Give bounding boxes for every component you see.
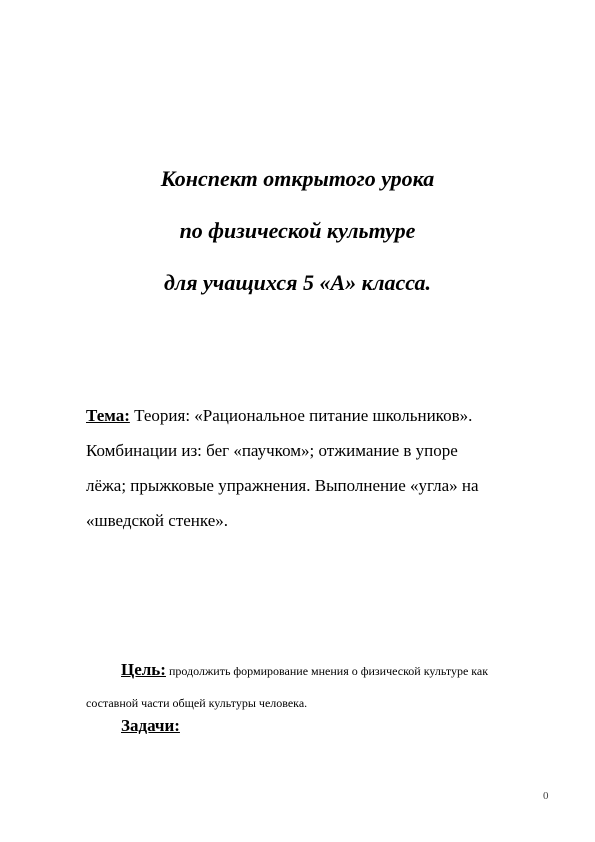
title-line-3: для учащихся 5 «А» класса.: [164, 270, 431, 295]
tasks-label: Задачи:: [121, 716, 180, 735]
topic-line-3: лёжа; прыжковые упражнения. Выполнение «угла» на: [86, 476, 479, 495]
goal-text-1: продолжить формирование мнения о физической культуре как: [165, 664, 489, 678]
document-title: [0, 153, 595, 309]
goal-line-2: составной части общей культуры человека.: [86, 696, 308, 710]
goal-line-1: [86, 654, 566, 687]
title-line-1: Конспект открытого урока: [160, 166, 435, 191]
topic-line-4: «шведской стенке».: [86, 511, 229, 530]
topic-text-1: Теория: «Рациональное питание школьников».: [129, 406, 473, 425]
title-line-2: по физической культуре: [179, 218, 416, 243]
goal-section: [86, 654, 566, 719]
topic-section: [86, 398, 566, 538]
topic-line-2: Комбинации из: бег «паучком»; отжимание в упоре: [86, 441, 458, 460]
tasks-section: [121, 712, 180, 740]
topic-label: Тема:: [86, 406, 130, 425]
page-number: 0: [543, 790, 549, 802]
topic-line-1: [86, 398, 566, 433]
goal-label: Цель:: [121, 660, 166, 679]
